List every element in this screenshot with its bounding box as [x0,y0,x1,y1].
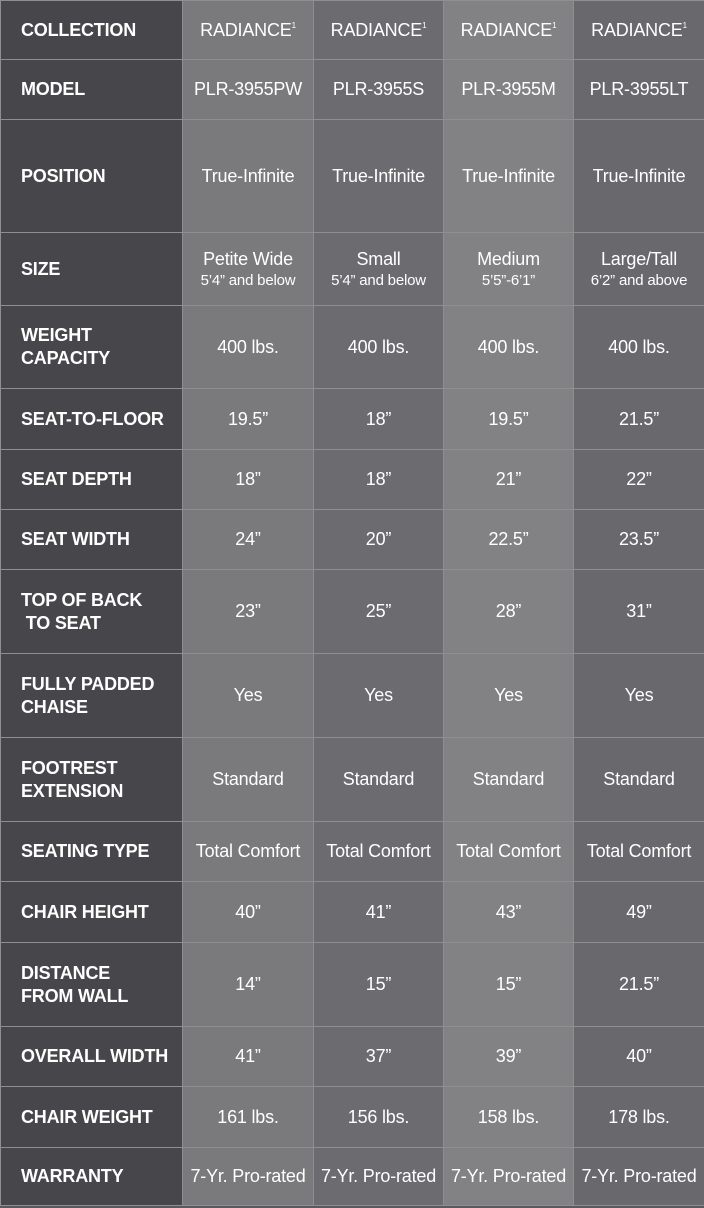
value-cell [444,822,574,882]
cell-value-text: True-Infinite [592,165,686,186]
value-cell [444,306,574,389]
cell-value-text: Standard [212,769,284,789]
cell-value-text: Standard [472,769,545,789]
cell-value [183,20,313,41]
cell-subvalue: 5’4” and below [331,272,426,289]
spec-table-body [1,1,704,1206]
cell-value-text: 20” [365,529,392,549]
cell-value-text: 22.5” [488,529,529,549]
row-label: SEAT-TO-FLOOR [21,408,164,429]
cell-value-text: True-Infinite [462,165,555,186]
cell-value-text: 22” [626,469,652,489]
value-cell [314,1087,444,1148]
table-row [1,822,704,882]
row-label-cell [1,1087,183,1148]
cell-value [574,469,704,490]
cell-value [183,769,313,790]
cell-value-text: Medium [477,249,540,269]
table-row [1,1,704,60]
cell-value [444,1107,573,1128]
cell-value-text: 49” [626,901,652,922]
row-label-cell [1,738,183,822]
row-label: POSITION [21,165,106,186]
cell-value [183,601,313,622]
table-row [1,943,704,1027]
value-cell [183,882,314,943]
cell-value-text: Small [356,249,401,269]
cell-value-text: 19.5” [227,408,269,429]
row-label: WEIGHT CAPACITY [21,325,111,368]
cell-subvalue: 5’4” and below [200,272,296,289]
cell-value [574,79,704,100]
value-cell [314,943,444,1027]
row-label: DISTANCE FROM WALL [21,962,129,1006]
cell-value-text: 400 lbs. [347,336,410,357]
value-cell [444,570,574,654]
value-cell [183,822,314,882]
value-cell [444,60,574,120]
value-cell [574,510,704,570]
table-row [1,654,704,738]
cell-subvalue: 5’5”-6’1” [481,272,536,289]
cell-value [183,1166,313,1187]
row-label-cell [1,510,183,570]
cell-value [183,249,313,270]
value-cell [183,1,314,60]
cell-value-text: 7-Yr. Pro-rated [581,1166,697,1186]
cell-value [444,974,573,995]
cell-value [444,841,573,862]
cell-value-text: 18” [365,469,392,489]
cell-value-text: True-Infinite [201,165,295,186]
value-cell [314,654,444,738]
table-row [1,120,704,233]
cell-value [444,409,573,430]
row-label-cell [1,120,183,233]
value-cell [444,450,574,510]
cell-value-text: Petite Wide [203,249,293,269]
value-cell [314,510,444,570]
cell-value [444,601,573,622]
row-label-cell [1,389,183,450]
cell-value [574,1046,704,1067]
value-cell [444,389,574,450]
value-cell [314,389,444,450]
cell-value [183,902,313,923]
value-cell [574,882,704,943]
value-cell [183,1027,314,1087]
row-label: MODEL [21,79,85,99]
row-label: TOP OF BACK TO SEAT [21,589,143,633]
cell-value-text: 28” [495,601,522,621]
value-cell [183,943,314,1027]
cell-value [183,337,313,358]
cell-value [314,20,443,41]
value-cell [183,120,314,233]
cell-value [574,685,704,706]
row-label-cell [1,306,183,389]
value-cell [314,738,444,822]
cell-value [574,337,704,358]
cell-value [314,469,443,490]
cell-value-text: Large/Tall [600,249,678,269]
value-cell [183,654,314,738]
cell-value [183,529,313,550]
cell-value [183,1046,313,1067]
cell-value [574,974,704,995]
value-cell [444,654,574,738]
cell-value [444,769,573,790]
cell-value [444,902,573,923]
cell-value [314,974,443,995]
value-cell [574,1,704,60]
row-label-cell [1,882,183,943]
value-cell [574,233,704,306]
cell-value-text: 23.5” [618,529,660,549]
value-cell [574,738,704,822]
cell-value-text: 158 lbs. [477,1106,540,1127]
footnote-marker: 1 [552,20,557,30]
value-cell [314,1027,444,1087]
value-cell [444,233,574,306]
value-cell [314,120,444,233]
value-cell [574,1027,704,1087]
cell-value [183,841,313,862]
row-label: FULLY PADDED CHAISE [21,673,155,717]
footnote-marker: 1 [291,20,296,30]
cell-value [444,1166,573,1187]
table-row [1,1027,704,1087]
row-label: OVERALL WIDTH [21,1046,169,1066]
value-cell [444,882,574,943]
cell-value [314,1166,443,1187]
value-cell [183,1148,314,1206]
table-row [1,389,704,450]
cell-value-text: 39” [495,1046,522,1066]
cell-value [183,1107,313,1128]
cell-value [444,529,573,550]
row-label: SEATING TYPE [21,841,150,861]
cell-value [574,769,704,790]
cell-value [444,166,573,187]
value-cell [574,1087,704,1148]
cell-value [183,166,313,187]
cell-value [314,685,443,706]
value-cell [314,306,444,389]
cell-value [314,1107,443,1128]
cell-value-text: 7-Yr. Pro-rated [320,1166,437,1186]
cell-value [314,249,443,270]
value-cell [574,306,704,389]
value-cell [444,120,574,233]
table-row [1,450,704,510]
row-label-cell [1,1148,183,1206]
cell-value-text: 25” [365,601,392,621]
row-label: COLLECTION [21,19,136,40]
cell-value [314,1046,443,1067]
cell-value-text: Yes [364,685,393,705]
value-cell [183,60,314,120]
value-cell [574,450,704,510]
value-cell [183,306,314,389]
cell-value-text: Total Comfort [456,841,561,861]
table-row [1,510,704,570]
cell-value-text: RADIANCE [591,19,683,40]
cell-value-text: RADIANCE [200,19,292,40]
table-row [1,882,704,943]
table-row [1,570,704,654]
cell-value-text: RADIANCE [460,19,553,40]
value-cell [574,570,704,654]
value-cell [574,60,704,120]
cell-value [444,20,573,41]
cell-value [314,409,443,430]
cell-value-text: 40” [626,1046,652,1066]
cell-value [314,841,443,862]
value-cell [314,822,444,882]
cell-value-text: 400 lbs. [217,336,279,357]
value-cell [444,1,574,60]
cell-value [444,337,573,358]
footnote-marker: 1 [422,20,427,30]
row-label: SEAT DEPTH [21,469,132,489]
table-row [1,738,704,822]
table-row [1,233,704,306]
cell-value-text: Standard [603,769,675,789]
row-label-cell [1,570,183,654]
cell-value-text: 23” [235,601,261,621]
cell-value [183,685,313,706]
cell-value [314,769,443,790]
cell-value [574,1166,704,1187]
cell-value-text: 40” [235,901,261,922]
value-cell [314,233,444,306]
value-cell [444,943,574,1027]
row-label-cell [1,450,183,510]
footnote-marker: 1 [682,20,687,30]
cell-value-text: 400 lbs. [608,336,670,357]
cell-value [183,409,313,430]
cell-value-text: RADIANCE [330,19,423,40]
cell-value [314,337,443,358]
cell-value [183,79,313,100]
row-label: CHAIR WEIGHT [21,1106,153,1127]
value-cell [574,120,704,233]
cell-value-text: 7-Yr. Pro-rated [450,1166,567,1186]
value-cell [314,570,444,654]
cell-value-text: Total Comfort [195,841,301,861]
row-label-cell [1,1,183,60]
value-cell [314,60,444,120]
value-cell [444,1148,574,1206]
cell-value [444,685,573,706]
row-label: CHAIR HEIGHT [21,901,149,922]
cell-value [314,529,443,550]
cell-value [314,79,443,100]
value-cell [574,943,704,1027]
cell-value-text: Yes [233,685,263,705]
table-row [1,306,704,389]
row-label-cell [1,822,183,882]
cell-value-text: 21.5” [618,974,660,994]
table-row [1,60,704,120]
cell-value-text: PLR-3955PW [193,79,303,99]
value-cell [444,510,574,570]
row-label-cell [1,943,183,1027]
value-cell [314,1148,444,1206]
cell-value-text: 400 lbs. [477,336,540,357]
cell-value [183,974,313,995]
cell-value [183,469,313,490]
cell-value-text: 178 lbs. [608,1106,670,1127]
table-row [1,1148,704,1206]
cell-subvalue: 6’2” and above [590,272,688,289]
row-label-cell [1,1027,183,1087]
cell-value-text: PLR-3955M [461,79,556,99]
cell-value-text: Total Comfort [586,841,692,861]
cell-value-text: PLR-3955LT [589,79,689,99]
cell-value [314,902,443,923]
value-cell [574,822,704,882]
cell-value [314,601,443,622]
cell-value-text: 7-Yr. Pro-rated [190,1166,306,1186]
row-label-cell [1,654,183,738]
cell-value [574,409,704,430]
cell-value [444,249,573,270]
value-cell [444,738,574,822]
value-cell [574,654,704,738]
value-cell [444,1027,574,1087]
cell-value-text: 15” [495,974,522,994]
cell-value [444,469,573,490]
cell-value-text: True-Infinite [332,165,425,186]
cell-value [314,166,443,187]
row-label-cell [1,233,183,306]
value-cell [183,233,314,306]
cell-value-text: 18” [235,469,261,489]
cell-value [574,1107,704,1128]
cell-value-text: 37” [365,1046,392,1066]
cell-value-text: Yes [624,685,654,705]
cell-value-text: 19.5” [488,408,529,429]
row-label: SEAT WIDTH [21,529,130,549]
row-label: SIZE [21,258,61,279]
cell-value-text: 18” [365,408,392,429]
value-cell [574,389,704,450]
cell-value [574,166,704,187]
cell-value-text: 31” [626,601,652,621]
value-cell [183,389,314,450]
cell-value [574,529,704,550]
cell-value-text: 43” [495,901,522,922]
value-cell [574,1148,704,1206]
cell-value-text: Standard [342,769,415,789]
cell-value-text: Yes [494,685,523,705]
value-cell [183,450,314,510]
value-cell [314,450,444,510]
cell-value-text: 21” [495,469,522,489]
cell-value [574,902,704,923]
cell-value-text: 41” [235,1046,261,1066]
cell-value-text: 161 lbs. [217,1106,279,1127]
cell-value-text: 24” [235,529,261,549]
cell-value-text: 21.5” [618,408,660,429]
value-cell [314,882,444,943]
cell-value-text: 156 lbs. [347,1106,410,1127]
cell-value [574,601,704,622]
value-cell [314,1,444,60]
cell-value-text: 41” [365,901,392,922]
cell-value-text: 15” [365,974,392,994]
cell-value [444,79,573,100]
row-label: WARRANTY [21,1166,124,1186]
cell-value [574,20,704,41]
value-cell [183,1087,314,1148]
cell-value-text: Total Comfort [326,841,431,861]
row-label-cell [1,60,183,120]
cell-value [574,841,704,862]
value-cell [183,510,314,570]
value-cell [183,738,314,822]
table-row [1,1087,704,1148]
cell-value [574,249,704,270]
cell-value [444,1046,573,1067]
row-label: FOOTREST EXTENSION [21,757,124,801]
cell-value-text: 14” [235,974,261,994]
value-cell [444,1087,574,1148]
cell-value-text: PLR-3955S [332,79,425,99]
value-cell [183,570,314,654]
